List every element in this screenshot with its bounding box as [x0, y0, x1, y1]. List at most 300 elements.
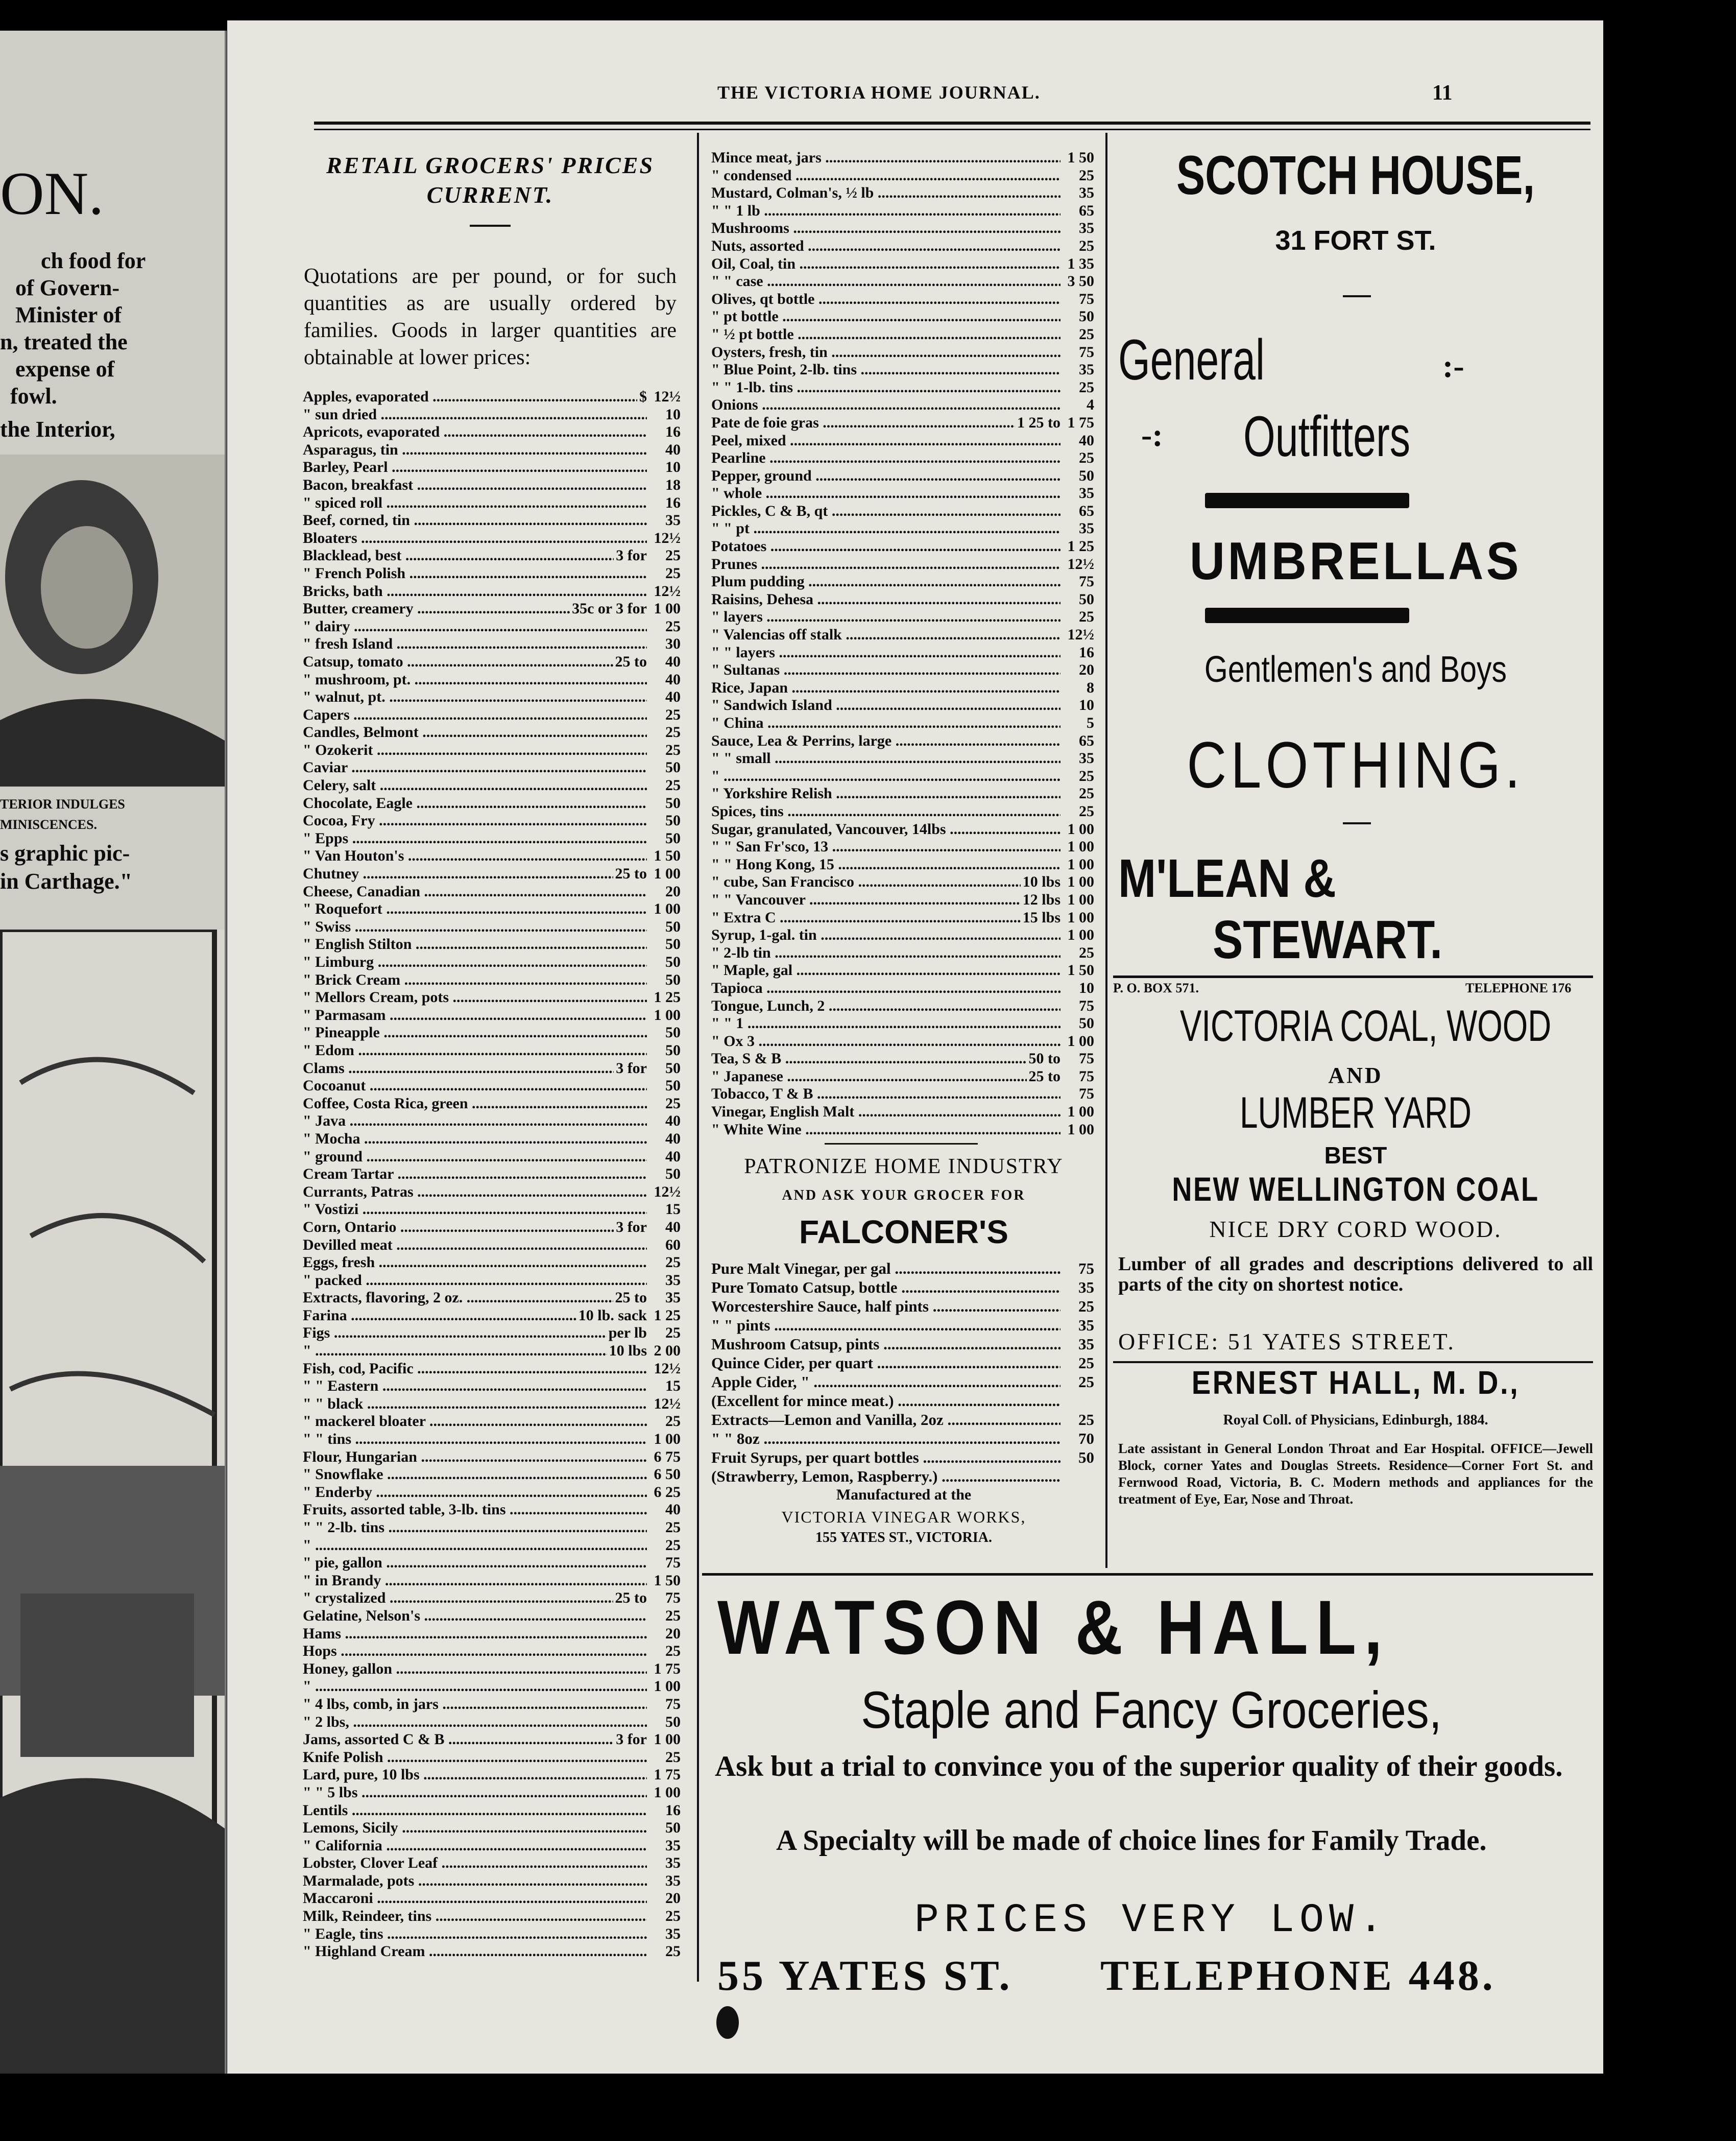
price-row — [711, 432, 1094, 450]
item-price: 12½ — [1067, 555, 1094, 573]
item-name: Sugar, granulated, Vancouver, 14lbs ..... — [711, 821, 1060, 839]
price-row — [711, 1085, 1094, 1103]
item-price: 5 — [1087, 715, 1094, 731]
item-name: " Sandwich Island ..... — [711, 697, 1060, 715]
item-price: 35 — [1079, 750, 1094, 767]
item-name: Fruits, assorted table, 3-lb. tins ..... — [303, 1501, 647, 1519]
item-name: Potatoes ..... — [711, 538, 1060, 556]
item-name: " " tins ..... — [303, 1431, 647, 1448]
item-name: Caviar ..... — [303, 759, 647, 777]
price-row — [303, 1431, 681, 1448]
item-name: Prunes ..... — [711, 556, 1060, 574]
price-row — [303, 1042, 681, 1060]
item-price: 25 — [665, 564, 681, 582]
falconer-line-2: AND ASK YOUR GROCER FOR — [782, 1187, 1026, 1203]
price-row — [303, 388, 681, 406]
item-price: 35 — [665, 1925, 681, 1942]
item-price: 1 50 — [654, 1572, 681, 1589]
item-price: 25 — [665, 617, 681, 635]
item-name: Jams, assorted C & B ..... — [303, 1731, 614, 1749]
item-price: 35 — [665, 1289, 681, 1306]
price-row — [711, 556, 1094, 574]
decorative-bar — [1205, 608, 1409, 623]
item-price: 16 — [665, 494, 681, 511]
item-price: 2 00 — [654, 1342, 681, 1360]
item-price: 25 — [1078, 1354, 1094, 1372]
item-price: 65 — [1079, 202, 1094, 219]
item-price: 1 00 — [1067, 891, 1094, 908]
price-row — [711, 1278, 1094, 1297]
item-price: 16 — [665, 423, 681, 441]
item-price: 35 — [665, 512, 681, 529]
journal-title: THE VICTORIA HOME JOURNAL. — [717, 82, 1041, 103]
price-row — [711, 1050, 1094, 1068]
item-name: " Valencias off stalk ..... — [711, 626, 1060, 644]
item-price: 35 — [1079, 184, 1094, 202]
falconer-line-1: PATRONIZE HOME INDUSTRY — [744, 1155, 1064, 1178]
item-name: Lentils ..... — [303, 1802, 647, 1820]
price-row — [303, 1272, 681, 1290]
title-dash — [470, 225, 511, 227]
price-row — [303, 1448, 681, 1466]
price-row — [711, 821, 1094, 839]
item-name: Mince meat, jars ..... — [711, 149, 1060, 167]
price-row — [303, 653, 681, 671]
price-row — [303, 635, 681, 653]
item-price: 25 — [665, 1095, 681, 1112]
price-row — [711, 308, 1094, 326]
item-price: 40 — [665, 1218, 681, 1235]
price-row — [303, 936, 681, 954]
item-price: 1 00 — [1067, 926, 1094, 944]
price-row — [711, 326, 1094, 344]
item-price: 40 — [665, 441, 681, 458]
item-name: " China ..... — [711, 715, 1060, 732]
price-row — [303, 1466, 681, 1484]
item-name: " 4 lbs, comb, in jars ..... — [303, 1696, 647, 1714]
item-price: 1 25 — [654, 1306, 681, 1324]
price-row — [711, 538, 1094, 556]
prices-title-line-1: RETAIL GROCERS' PRICES — [326, 152, 655, 178]
item-price: 40 — [665, 671, 681, 688]
price-row — [711, 379, 1094, 397]
prices-intro: Quotations are per pound, or for such quantities as are usually ordered by families. Goods in larger quantities are obtainable at lower prices: — [304, 265, 677, 369]
price-row — [303, 1625, 681, 1643]
price-row — [303, 1112, 681, 1130]
price-row — [303, 1377, 681, 1395]
item-price: 75 — [1079, 290, 1094, 307]
item-quantity: per lb — [608, 1324, 647, 1342]
price-row — [303, 1413, 681, 1431]
item-quantity: 10 lbs — [609, 1342, 647, 1360]
item-price: 6 75 — [654, 1448, 681, 1465]
item-name: Beef, corned, tin ..... — [303, 512, 647, 530]
price-row — [711, 926, 1094, 944]
item-name: Lemons, Sicily ..... — [303, 1819, 647, 1837]
price-row — [711, 273, 1094, 291]
firm-name-line-1: M'LEAN & — [1118, 848, 1336, 909]
item-quantity: 35c or 3 for — [572, 600, 647, 617]
item-name: Knife Polish ..... — [303, 1749, 647, 1767]
item-name: " Snowflake ..... — [303, 1466, 647, 1484]
item-name: Gelatine, Nelson's ..... — [303, 1607, 647, 1625]
coal-line-6: NICE DRY CORD WOOD. — [1209, 1216, 1502, 1242]
item-price: 75 — [1079, 573, 1094, 590]
item-name: Extracts—Lemon and Vanilla, 2oz ..... — [711, 1410, 1060, 1429]
item-quantity: 10 lb. sack — [578, 1306, 647, 1324]
item-price — [1060, 1467, 1094, 1486]
item-name: " ..... — [303, 1678, 647, 1696]
item-price: 25 — [1078, 1373, 1094, 1391]
item-quantity: 25 to — [615, 1589, 647, 1607]
price-row — [303, 494, 681, 512]
price-row — [303, 1784, 681, 1802]
coal-line-2: AND — [1328, 1063, 1383, 1088]
item-price: 25 — [1079, 449, 1094, 467]
item-price: 75 — [665, 1695, 681, 1712]
price-row — [303, 742, 681, 759]
item-name: " Swiss ..... — [303, 918, 647, 936]
item-price: 10 — [665, 406, 681, 423]
item-name: Corn, Ontario ..... — [303, 1219, 614, 1236]
watson-title: WATSON & HALL, — [717, 1584, 1390, 1670]
item-name: " English Stilton ..... — [303, 936, 647, 954]
item-price: 75 — [1079, 343, 1094, 361]
item-quantity: 25 to — [1028, 1067, 1060, 1085]
price-row — [711, 1033, 1094, 1051]
newspaper-page — [227, 20, 1603, 2074]
item-price: 12½ — [654, 388, 681, 405]
item-price: 1 50 — [654, 847, 681, 865]
item-name: Rice, Japan ..... — [711, 679, 1060, 697]
ad-divider — [702, 1573, 1593, 1576]
dash — [1343, 822, 1371, 824]
column-divider — [697, 133, 699, 1982]
item-price: 50 — [1079, 308, 1094, 325]
item-name: Extracts, flavoring, 2 oz. ..... — [303, 1289, 613, 1307]
item-name: " 2 lbs, ..... — [303, 1714, 647, 1731]
price-row — [303, 1572, 681, 1590]
item-name: Marmalade, pots ..... — [303, 1872, 647, 1890]
item-price: 1 00 — [1067, 909, 1094, 926]
price-row — [303, 1766, 681, 1784]
item-name: " condensed ..... — [711, 167, 1060, 185]
item-price: 75 — [665, 1589, 681, 1607]
item-price: 12½ — [1067, 626, 1094, 644]
item-name: Mushroom Catsup, pints ..... — [711, 1335, 1060, 1353]
item-name: " dairy ..... — [303, 618, 647, 636]
price-row — [303, 1660, 681, 1678]
item-name: Flour, Hungarian ..... — [303, 1448, 647, 1466]
item-price: 50 — [1078, 1448, 1094, 1466]
falconer-brand: FALCONER'S — [799, 1214, 1008, 1250]
item-name: Farina ..... — [303, 1307, 576, 1325]
item-name: " Brick Cream ..... — [303, 971, 647, 989]
price-list-column-2 — [711, 149, 1094, 1138]
prices-title — [304, 151, 677, 210]
item-name: Cream Tartar ..... — [303, 1165, 647, 1183]
price-row — [711, 803, 1094, 821]
item-price: 1 00 — [1067, 1121, 1094, 1138]
price-row — [711, 1335, 1094, 1353]
watson-telephone: TELEPHONE 448. — [1100, 1952, 1496, 2000]
price-row — [711, 873, 1094, 891]
item-name: " mushroom, pt. ..... — [303, 671, 647, 689]
item-price: 35 — [1079, 361, 1094, 378]
price-row — [303, 688, 681, 706]
price-row — [711, 962, 1094, 980]
item-name: Bricks, bath ..... — [303, 583, 647, 601]
item-name: Oil, Coal, tin ..... — [711, 255, 1060, 273]
price-row — [711, 1353, 1094, 1372]
item-name: " " pt ..... — [711, 520, 1060, 538]
price-row — [711, 1316, 1094, 1335]
prices-title-line-2: CURRENT. — [426, 182, 554, 208]
price-row — [711, 644, 1094, 662]
price-row — [303, 1484, 681, 1502]
coal-office: OFFICE: 51 YATES STREET. — [1118, 1328, 1456, 1354]
item-price: 1 00 — [654, 900, 681, 918]
price-row — [711, 1297, 1094, 1316]
item-price: 35 — [1078, 1335, 1094, 1353]
price-row — [303, 706, 681, 724]
item-name: " Japanese ..... — [711, 1068, 1027, 1086]
item-name: Bacon, breakfast ..... — [303, 477, 647, 494]
item-price: 20 — [665, 883, 681, 900]
item-price: 1 00 — [1067, 838, 1094, 855]
item-name: " Edom ..... — [303, 1042, 647, 1060]
item-name: " in Brandy ..... — [303, 1572, 647, 1590]
item-price: 35 — [1079, 520, 1094, 537]
prev-text-line: ch food for — [41, 248, 146, 273]
item-price: 12½ — [654, 1360, 681, 1377]
item-name: " " Eastern ..... — [303, 1377, 647, 1395]
item-name: " Highland Cream ..... — [303, 1943, 647, 1961]
price-row — [303, 830, 681, 848]
item-price: 1 35 — [1067, 255, 1094, 272]
item-price: 6 25 — [654, 1483, 681, 1501]
price-row — [711, 1391, 1094, 1410]
item-name: Apricots, evaporated ..... — [303, 423, 647, 441]
price-row — [303, 1342, 681, 1360]
item-price: 1 75 — [654, 1660, 681, 1677]
item-name: Honey, gallon ..... — [303, 1660, 647, 1678]
price-row — [303, 671, 681, 689]
item-name: Candles, Belmont ..... — [303, 724, 647, 742]
item-price: 8 — [1087, 679, 1094, 696]
price-row — [711, 838, 1094, 856]
item-name: " ..... — [303, 1537, 647, 1555]
price-row — [303, 1837, 681, 1855]
header-rule — [314, 122, 1590, 125]
item-name: Tongue, Lunch, 2 ..... — [711, 997, 1060, 1015]
item-price: 50 — [665, 1059, 681, 1077]
item-price: 25 — [1079, 944, 1094, 961]
price-row — [303, 423, 681, 441]
item-name: " " 1 ..... — [711, 1015, 1060, 1033]
item-price: 1 00 — [654, 1431, 681, 1448]
price-row — [711, 520, 1094, 538]
item-price: 1 00 — [654, 1006, 681, 1024]
item-name: Hams ..... — [303, 1625, 647, 1643]
item-name: Lobster, Clover Leaf ..... — [303, 1854, 647, 1872]
price-row — [303, 777, 681, 795]
price-row — [303, 618, 681, 636]
price-row — [711, 732, 1094, 750]
item-name: " Blue Point, 2-lb. tins ..... — [711, 361, 1060, 379]
falconer-footer-3: 155 YATES ST., VICTORIA. — [815, 1530, 992, 1545]
item-price: 75 — [1079, 1085, 1094, 1103]
item-price: 10 — [1079, 979, 1094, 996]
item-name: Olives, qt bottle ..... — [711, 291, 1060, 308]
item-price: 15 — [665, 1201, 681, 1218]
item-name: Mustard, Colman's, ½ lb ..... — [711, 184, 1060, 202]
item-price: 25 — [665, 1643, 681, 1660]
price-row — [711, 1015, 1094, 1033]
price-row — [711, 1103, 1094, 1121]
price-row — [711, 1259, 1094, 1278]
price-row — [303, 1095, 681, 1113]
item-name: " " Hong Kong, 15 ..... — [711, 856, 1060, 874]
item-price: 35 — [665, 1872, 681, 1889]
page-number: 11 — [1432, 81, 1453, 105]
header-rule-thin — [314, 129, 1590, 130]
price-row — [711, 485, 1094, 503]
price-row — [303, 1077, 681, 1095]
list-end-rule — [825, 1143, 978, 1145]
item-quantity: 1 25 to — [1017, 414, 1060, 431]
item-price: 25 — [665, 1908, 681, 1925]
item-name: Sauce, Lea & Perrins, large ..... — [711, 732, 1060, 750]
item-price: 25 — [665, 1413, 681, 1430]
item-name: Tea, S & B ..... — [711, 1050, 1027, 1068]
item-name: " " 5 lbs ..... — [303, 1784, 647, 1802]
prev-text-line: in Carthage." — [0, 869, 133, 894]
item-price: 25 — [665, 1324, 681, 1342]
item-name: Mushrooms ..... — [711, 220, 1060, 237]
prev-text-line: fowl. — [10, 384, 57, 409]
item-name: " " 1-lb. tins ..... — [711, 379, 1060, 397]
item-price: 10 — [1079, 697, 1094, 714]
price-row — [711, 980, 1094, 997]
previous-page-fragment — [0, 31, 227, 2074]
prev-text-line: n, treated the — [0, 329, 128, 354]
item-price: 20 — [1079, 661, 1094, 679]
price-row — [303, 1183, 681, 1201]
item-name: " Ox 3 ..... — [711, 1033, 1060, 1051]
price-row — [303, 954, 681, 971]
item-name: " Eagle, tins ..... — [303, 1925, 647, 1943]
item-name: " French Polish ..... — [303, 565, 647, 583]
item-name: " walnut, pt. ..... — [303, 688, 647, 706]
item-name: " " 2-lb. tins ..... — [303, 1519, 647, 1537]
price-row — [711, 697, 1094, 715]
item-name: " whole ..... — [711, 485, 1060, 503]
item-name: Tobacco, T & B ..... — [711, 1085, 1060, 1103]
price-row — [303, 812, 681, 830]
item-name: " ..... — [711, 768, 1060, 786]
item-price: 40 — [665, 1501, 681, 1518]
coal-line-5: NEW WELLINGTON COAL — [1172, 1170, 1539, 1208]
item-name: (Excellent for mince meat.) ..... — [711, 1391, 1060, 1410]
item-name: " Ozokerit ..... — [303, 742, 647, 759]
prev-text-line: s graphic pic- — [0, 841, 130, 866]
item-quantity: 12 lbs — [1022, 891, 1060, 908]
price-row — [711, 220, 1094, 237]
price-row — [303, 459, 681, 477]
item-price: 50 — [1079, 467, 1094, 484]
item-name: Pure Malt Vinegar, per gal ..... — [711, 1259, 1060, 1278]
price-row — [303, 441, 681, 459]
item-quantity: 10 lbs — [1022, 873, 1060, 891]
item-name: Asparagus, tin ..... — [303, 441, 647, 459]
prev-headline-fragment: ON. — [0, 159, 104, 227]
firm-name-line-2: STEWART. — [1213, 910, 1443, 970]
outfitters-prefix: -: — [1141, 417, 1163, 453]
item-price: 70 — [1078, 1430, 1094, 1447]
price-row — [711, 396, 1094, 414]
item-price: 25 — [1079, 802, 1094, 820]
price-row — [303, 795, 681, 813]
item-price: 25 — [1078, 1411, 1094, 1429]
price-row — [711, 184, 1094, 202]
item-quantity: 25 to — [615, 1289, 647, 1306]
item-price: 25 — [1079, 166, 1094, 184]
column-divider — [1105, 133, 1107, 1568]
coal-line-3: LUMBER YARD — [1240, 1088, 1472, 1137]
item-price: 35 — [1079, 485, 1094, 502]
prev-caption-line: MINISCENCES. — [0, 817, 97, 832]
item-name: Spices, tins ..... — [711, 803, 1060, 821]
coal-description: Lumber of all grades and descriptions delivered to all parts of the city on shortest notice. — [1118, 1253, 1593, 1295]
item-price: 25 — [665, 1536, 681, 1554]
item-name: " ..... — [303, 1342, 607, 1360]
price-row — [711, 626, 1094, 644]
item-price: 35 — [1078, 1278, 1094, 1296]
engraving-portrait-icon — [0, 455, 225, 787]
item-name: " " pints ..... — [711, 1316, 1060, 1335]
item-name: " pt bottle ..... — [711, 308, 1060, 326]
item-name: Pure Tomato Catsup, bottle ..... — [711, 1278, 1060, 1297]
item-price: 1 75 — [1067, 414, 1094, 431]
item-price: 50 — [665, 971, 681, 988]
item-price: 75 — [665, 1554, 681, 1572]
item-name: " Parmasam ..... — [303, 1007, 647, 1025]
price-row — [303, 1501, 681, 1519]
item-price: 3 50 — [1067, 273, 1094, 290]
gentlemens-label: Gentlemen's and Boys — [1204, 649, 1507, 690]
price-row — [303, 847, 681, 865]
price-row — [711, 291, 1094, 308]
item-name: Pearline ..... — [711, 449, 1060, 467]
watson-address: 55 YATES ST. — [717, 1952, 1013, 2000]
price-row — [303, 477, 681, 494]
item-price: 12½ — [654, 1395, 681, 1412]
prev-text-line: Minister of — [15, 302, 122, 327]
general-suffix: :- — [1442, 348, 1464, 384]
price-row — [303, 865, 681, 883]
item-price: 4 — [1087, 396, 1094, 414]
price-row — [711, 1121, 1094, 1139]
price-row — [303, 1607, 681, 1625]
item-name: Capers ..... — [303, 706, 647, 724]
item-name: Currants, Patras ..... — [303, 1183, 647, 1201]
item-price: 50 — [665, 1077, 681, 1095]
watson-prices: PRICES VERY LOW. — [914, 1897, 1389, 1944]
item-price: 25 — [1079, 785, 1094, 802]
item-price: 25 — [665, 724, 681, 741]
item-name: Cocoa, Fry ..... — [303, 812, 647, 830]
